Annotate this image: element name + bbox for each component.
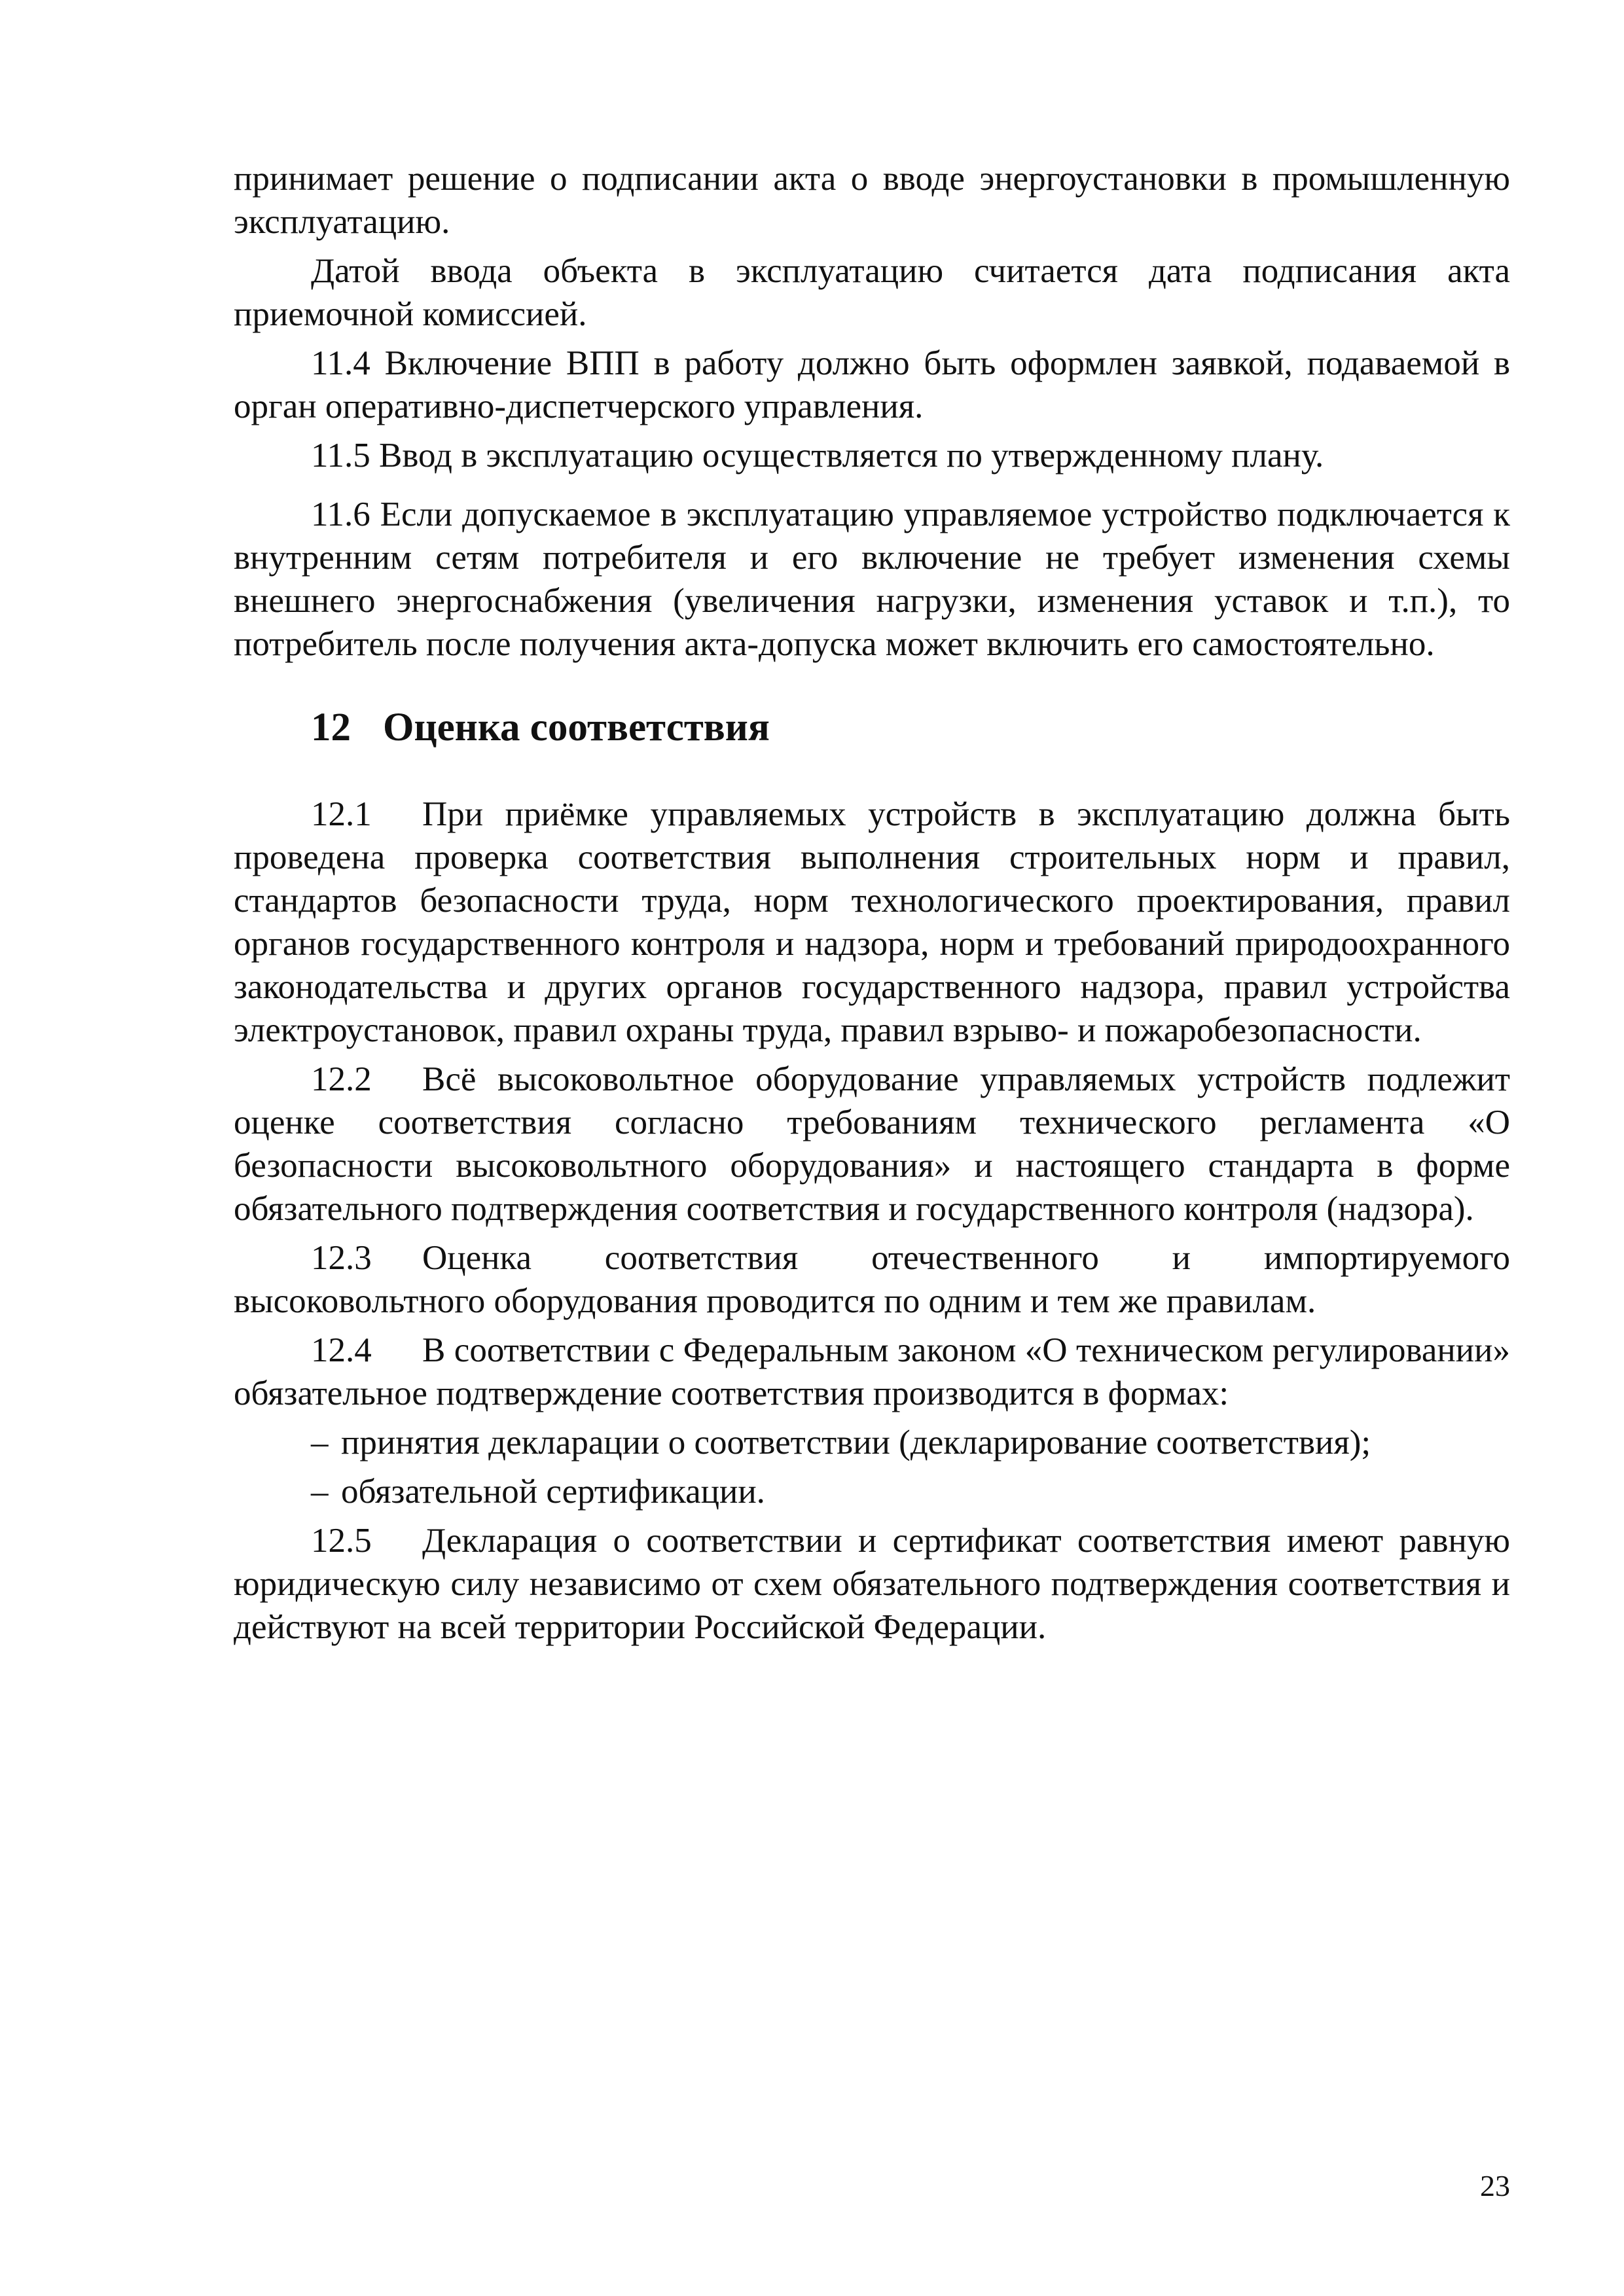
page-content — [234, 157, 1510, 1655]
paragraph-12-1 — [234, 793, 1510, 1052]
paragraph-text: Датой ввода объекта в эксплуатацию считается дата подписания акта приемочной комиссией. — [234, 252, 1510, 333]
paragraph-11-5 — [234, 434, 1510, 477]
paragraph-text: Включение ВПП в работу должно быть оформлен заявкой, подаваемой в орган оперативно-диспетчерского управления. — [234, 344, 1510, 425]
paragraph-text: При приёмке управляемых устройств в эксплуатацию должна быть проведена проверка соответствия выполнения строительных норм и правил, стандартов безопасности труда, норм технологического проектирования, правил органов государственного контроля и надзора, норм и требований природоохранного законодательства и других органов государственного надзора, правил устройства электроустановок, правил охраны труда, правил взрыво- и пожаробезопасности. — [234, 795, 1510, 1049]
paragraph-continuation — [234, 157, 1510, 243]
paragraph-number: 12.1 — [311, 795, 372, 833]
paragraph-number: 12.2 — [311, 1060, 372, 1098]
paragraph-number: 12.5 — [311, 1522, 372, 1560]
section-title: Оценка соответствия — [383, 706, 770, 749]
section-number: 12 — [311, 706, 351, 749]
list-item-text: обязательной сертификации. — [341, 1473, 765, 1511]
paragraph-text: Оценка соответствия отечественного и импортируемого высоковольтного оборудования проводится по одним и тем же правилам. — [234, 1239, 1510, 1320]
paragraph-text: принимает решение о подписании акта о вводе энергоустановки в промышленную эксплуатацию. — [234, 160, 1510, 241]
paragraph-11-4 — [234, 342, 1510, 428]
section-heading — [311, 704, 1510, 752]
page-number: 23 — [1480, 2169, 1510, 2202]
paragraph-11-6 — [234, 493, 1510, 666]
paragraph-text: В соответствии с Федеральным законом «О техническом регулировании» обязательное подтверждение соответствия производится в формах: — [234, 1331, 1510, 1412]
list-item-text: принятия декларации о соответствии (декларирование соответствия); — [341, 1424, 1371, 1462]
paragraph-12-5 — [234, 1519, 1510, 1649]
list-dash: – — [311, 1424, 329, 1462]
list-item — [311, 1421, 1510, 1464]
paragraph-text: Декларация о соответствии и сертификат соответствия имеют равную юридическую силу независимо от схем обязательного подтверждения соответствия и действуют на всей территории Российской Федерации. — [234, 1522, 1510, 1646]
list-dash: – — [311, 1473, 329, 1511]
paragraph-number: 11.6 — [311, 495, 370, 533]
paragraph-commissioning-date — [234, 249, 1510, 336]
paragraph-text: Всё высоковольтное оборудование управляемых устройств подлежит оценке соответствия согласно требованиям технического регламента «О безопасности высоковольтного оборудования» и настоящего стандарта в форме обязательного подтверждения соответствия и государственного контроля (надзора). — [234, 1060, 1510, 1228]
paragraph-text: Ввод в эксплуатацию осуществляется по утвержденному плану. — [379, 437, 1324, 475]
paragraph-text: Если допускаемое в эксплуатацию управляемое устройство подключается к внутренним сетям потребителя и его включение не требует изменения схемы внешнего энергоснабжения (увеличения нагрузки, изменения уставок и т.п.), то потребитель после получения акта-допуска может включить его самостоятельно. — [234, 495, 1510, 663]
paragraph-12-4 — [234, 1329, 1510, 1415]
paragraph-12-2 — [234, 1058, 1510, 1230]
paragraph-number: 12.3 — [311, 1239, 372, 1277]
paragraph-number: 11.4 — [311, 344, 370, 382]
paragraph-12-3 — [234, 1236, 1510, 1323]
list-item — [311, 1470, 1510, 1513]
paragraph-number: 11.5 — [311, 437, 370, 475]
paragraph-number: 12.4 — [311, 1331, 372, 1369]
